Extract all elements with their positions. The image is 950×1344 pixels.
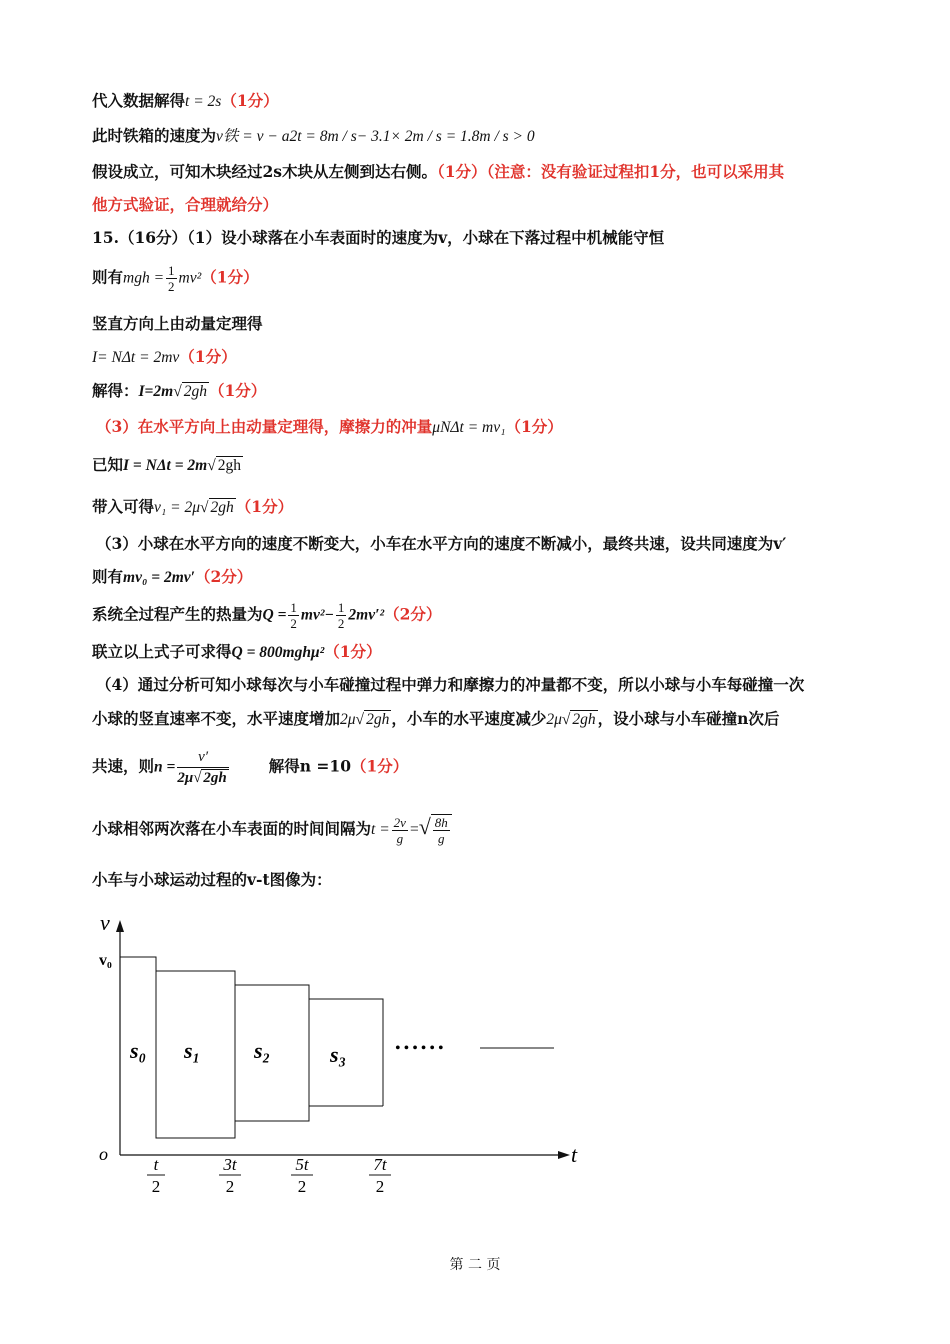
score-label: （1分） xyxy=(437,162,487,181)
region-label-s3: s₃ xyxy=(330,1042,347,1067)
sqrt-expression: √ $\frac{8h}{g}$ xyxy=(419,814,452,846)
line-v1-result: 带入可得v₁ = 2μ√ 2gh （1分） xyxy=(92,496,293,519)
line-note-continued: 他方式验证，合理就给分） xyxy=(92,195,279,214)
line-impulse-eq: I= NΔt = 2mv（1分） xyxy=(92,347,237,366)
sqrt-expression: √ 2gh xyxy=(561,711,596,728)
sqrt-expression: √ 2gh xyxy=(193,770,227,786)
line-solve-t: 代入数据解得t = 2s（1分） xyxy=(92,91,279,110)
score-label: （1分） xyxy=(235,497,294,516)
line-momentum-theorem: 竖直方向上由动量定理得 xyxy=(92,314,263,333)
line-common-velocity: （3）小球在水平方向的速度不断变大，小车在水平方向的速度不断减小，最终共速，设共同速度为v′ xyxy=(96,534,787,553)
line-collision-count: 共速，则n = $\frac{v'}{2\mu√ 2gh}$ 解得n =10（1分） xyxy=(92,749,409,786)
fraction: $\frac{v'}{2\mu√ 2gh}$ xyxy=(177,749,227,786)
sqrt-expression: √ 2gh xyxy=(173,383,207,400)
tick-num: t xyxy=(153,1155,159,1174)
upper-step-line xyxy=(120,957,383,1106)
score-label: （1分） xyxy=(324,642,382,661)
x-axis-arrow xyxy=(558,1151,570,1159)
line-heat-eq: 系统全过程产生的热量为Q = $\frac{1}{2}$ mv²− $\frac{1}{2}$ 2mv′²（2分） xyxy=(92,600,442,631)
line-assumption: 假设成立，可知木块经过2s木块从左侧到达右侧。（1分）（注意：没有验证过程扣1分，也可以采用其 xyxy=(92,162,785,181)
score-label: （2分） xyxy=(384,604,442,624)
sqrt-expression: √ 2gh xyxy=(207,457,242,474)
line-graph-caption: 小车与小球运动过程的v-t图像为： xyxy=(92,870,332,889)
line-collision-analysis: （4）通过分析可知小球每次与小车碰撞过程中弹力和摩擦力的冲量都不变，所以小球与小车每碰撞一次 xyxy=(96,675,805,694)
y-axis-label: v xyxy=(100,910,110,935)
fraction: $\frac{1}{2}$ xyxy=(337,600,345,631)
tick-den: 2 xyxy=(151,1177,161,1196)
score-label: （1分） xyxy=(351,756,409,776)
score-label: （2分） xyxy=(194,567,253,586)
tick-den: 2 xyxy=(297,1177,307,1196)
tick-num: 7t xyxy=(373,1155,387,1174)
score-label: （1分） xyxy=(201,267,259,287)
fraction: $\frac{1}{2}$ xyxy=(168,263,175,294)
origin-label: o xyxy=(99,1144,108,1164)
line-time-interval: 小球相邻两次落在小车表面的时间间隔为t = $\frac{2v}{g}$ =√ $\frac{8h}{g}$ xyxy=(92,814,452,846)
page-footer: 第 二 页 xyxy=(449,1257,501,1273)
line-q15-intro: 15.（16分）（1）设小球落在小车表面时的速度为v，小球在下落过程中机械能守恒 xyxy=(92,228,665,247)
tick-den: 2 xyxy=(225,1177,235,1196)
tick-num: 5t xyxy=(295,1155,309,1174)
score-label: （1分） xyxy=(179,347,237,366)
sqrt-expression: √ 2gh xyxy=(355,711,390,728)
line-box-velocity: 此时铁箱的速度为v铁 = v − a2t = 8m / s− 3.1× 2m / s = 1.8m / s > 0 xyxy=(92,126,535,145)
score-label: （1分） xyxy=(505,417,563,436)
v0-label: v₀ xyxy=(99,952,112,969)
region-label-s2: s₂ xyxy=(254,1038,271,1063)
fraction: $\frac{2v}{g}$ xyxy=(393,814,406,846)
sqrt-expression: √ 2gh xyxy=(200,499,234,516)
x-axis-label: t xyxy=(571,1142,578,1167)
line-friction-impulse: （3）在水平方向上由动量定理得，摩擦力的冲量μNΔt = mv₁（1分） xyxy=(96,417,563,436)
tick-labels xyxy=(147,1155,391,1196)
region-label-s1: s₁ xyxy=(184,1038,201,1063)
score-label: （1分） xyxy=(208,381,267,400)
line-impulse-result: 解得：I=2m√ 2gh （1分） xyxy=(92,380,266,403)
line-momentum-conservation: 则有mv₀ = 2mv′（2分） xyxy=(92,567,253,586)
tick-num: 3t xyxy=(223,1155,237,1174)
tick-den: 2 xyxy=(375,1177,385,1196)
line-velocity-change: 小球的竖直速率不变，水平速度增加2μ√ 2gh ，小车的水平速度减少2μ√ 2gh ，设小球与小车碰撞n次后 xyxy=(92,708,779,731)
region-label-s0: s₀ xyxy=(130,1038,147,1063)
line-energy-eq: 则有mgh = $\frac{1}{2}$ mv²（1分） xyxy=(92,263,259,294)
ellipsis: •••••• xyxy=(395,1040,447,1057)
note-text: （注意：没有验证过程扣1分，也可以采用其 xyxy=(486,162,785,181)
line-known-impulse: 已知I = NΔt = 2m√ 2gh xyxy=(92,454,243,477)
score-label: （1分） xyxy=(221,91,279,110)
y-axis-arrow xyxy=(116,920,124,932)
fraction: $\frac{1}{2}$ xyxy=(290,600,297,631)
line-heat-result: 联立以上式子可求得Q = 800mghμ²（1分） xyxy=(92,642,382,661)
